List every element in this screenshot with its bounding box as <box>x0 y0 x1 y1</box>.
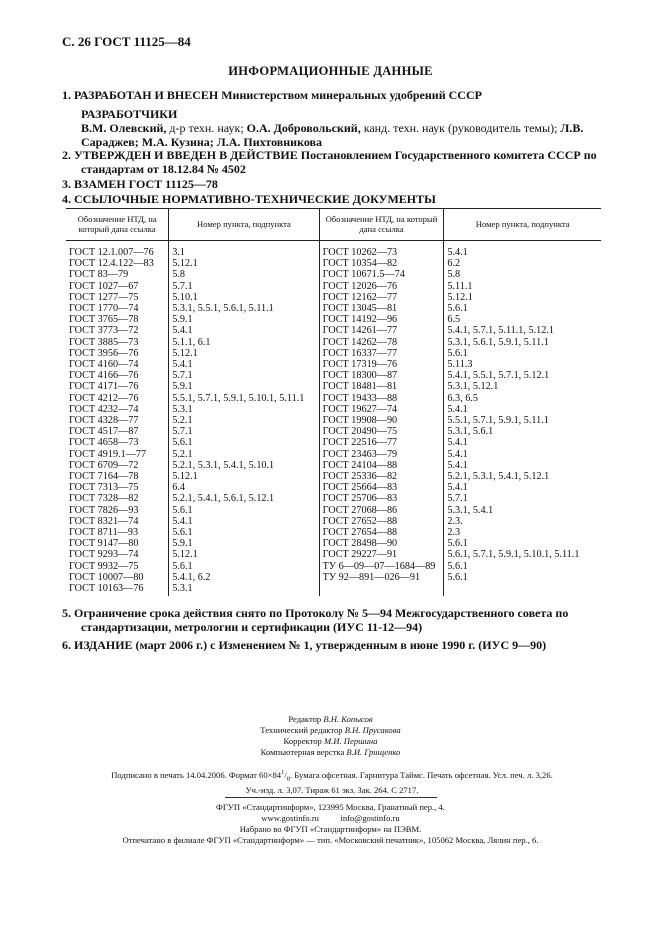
reference-documents-table <box>66 208 601 596</box>
credit-corrector <box>0 736 661 747</box>
section-4 <box>62 192 621 206</box>
ntd-cell-left: ГОСТ 6709—72 <box>69 459 139 471</box>
credit-editor-name: В.Н. Копысов <box>323 714 373 724</box>
table-row <box>66 404 601 415</box>
section-3-number: 3. <box>62 177 71 191</box>
section-2-number: 2. <box>62 148 71 162</box>
credit-corrector-name: М.И. Першина <box>323 736 378 746</box>
ntd-cell-right: ГОСТ 10262—73 <box>319 241 444 259</box>
ntd-cell-left: ГОСТ 4919.1—77 <box>69 448 147 460</box>
section-4-text: ССЫЛОЧНЫЕ НОРМАТИВНО-ТЕХНИЧЕСКИЕ ДОКУМЕНТЫ <box>74 192 436 206</box>
ntd-cell-left: ГОСТ 4171—76 <box>69 381 139 393</box>
clause-cell-right: 5.6.1 <box>444 538 601 549</box>
ntd-cell-right: ГОСТ 10671.5—74 <box>319 269 444 280</box>
clause-cell-right: 5.4.1, 5.7.1, 5.11.1, 5.12.1 <box>444 325 601 336</box>
ntd-cell-right: ГОСТ 16337—77 <box>319 348 444 359</box>
clause-cell-left: 5.1.1, 6.1 <box>169 337 319 348</box>
developer-1-role: д-р техн. наук; <box>166 121 247 135</box>
section-2 <box>62 148 621 176</box>
clause-cell-right: 5.6.1 <box>444 572 601 583</box>
ntd-cell-left: ГОСТ 9293—74 <box>69 549 139 561</box>
table-row <box>66 538 601 549</box>
clause-cell-right: 6.2 <box>444 258 601 269</box>
ntd-cell-right: ГОСТ 19908—90 <box>319 415 444 426</box>
clause-cell-left: 5.9.1 <box>169 538 319 549</box>
ntd-cell-right: ГОСТ 12162—77 <box>319 292 444 303</box>
clause-cell-right: 5.5.1, 5.7.1, 5.9.1, 5.11.1 <box>444 415 601 426</box>
clause-cell-right: 5.8 <box>444 269 601 280</box>
ntd-cell-right: ТУ 92—891—026—91 <box>319 572 444 583</box>
clause-cell-right: 5.4.1 <box>444 437 601 448</box>
table-header-row <box>66 209 601 241</box>
table-row <box>66 258 601 269</box>
clause-cell-left: 5.9.1 <box>169 381 319 392</box>
table-row <box>66 314 601 325</box>
clause-cell-right: 5.6.1 <box>444 348 601 359</box>
ntd-cell-left: ГОСТ 1277—75 <box>69 291 139 303</box>
clause-cell-left: 5.12.1 <box>169 258 319 269</box>
clause-cell-right: 5.2.1, 5.3.1, 5.4.1, 5.12.1 <box>444 471 601 482</box>
table-row <box>66 269 601 280</box>
ntd-cell-left: ГОСТ 12.1.007—76 <box>69 247 154 258</box>
table-body <box>66 241 601 597</box>
table-row <box>66 482 601 493</box>
table-row <box>66 449 601 460</box>
section-3 <box>62 177 621 191</box>
ntd-cell-right: ГОСТ 19627—74 <box>319 404 444 415</box>
ntd-cell-left: ГОСТ 8711—93 <box>69 527 139 539</box>
publisher-line-1: ФГУП «Стандартинформ», 123995 Москва, Гранатный пер., 4. <box>216 802 445 812</box>
ntd-cell-right: ГОСТ 12026—76 <box>319 281 444 292</box>
clause-cell-left: 5.5.1, 5.7.1, 5.9.1, 5.10.1, 5.11.1 <box>169 393 319 404</box>
ntd-cell-left: ГОСТ 9147—80 <box>69 538 139 550</box>
ntd-cell-left: ГОСТ 4160—74 <box>69 359 139 371</box>
publisher-line-3: Набрано во ФГУП «Стандартинформ» на ПЭВМ. <box>239 824 422 834</box>
table-row <box>66 292 601 303</box>
ntd-cell-right: ГОСТ 27068—86 <box>319 505 444 516</box>
clause-cell-left: 6.4 <box>169 482 319 493</box>
ntd-cell-right: ГОСТ 23463—79 <box>319 449 444 460</box>
table-row <box>66 549 601 560</box>
print-imprint <box>62 767 602 796</box>
clause-cell-left: 5.4.1, 6.2 <box>169 572 319 583</box>
table-row <box>66 370 601 381</box>
section-6-text: ИЗДАНИЕ (март 2006 г.) с Изменением № 1, утвержденным в июне 1990 г. (ИУС 9—90) <box>74 638 547 652</box>
clause-cell-left: 5.8 <box>169 269 319 280</box>
clause-cell-left: 5.7.1 <box>169 426 319 437</box>
credit-layout <box>0 747 661 758</box>
ntd-cell-right: ГОСТ 27652—88 <box>319 516 444 527</box>
credit-layout-name: В.И. Грищенко <box>346 747 401 757</box>
ntd-cell-right: ГОСТ 14261—77 <box>319 325 444 336</box>
clause-cell-right: 5.3.1, 5.6.1, 5.9.1, 5.11.1 <box>444 337 601 348</box>
header-clause-right: Номер пункта, подпункта <box>444 209 601 241</box>
ntd-cell-left: ГОСТ 7328—82 <box>69 493 139 505</box>
ntd-cell-right: ГОСТ 10354—82 <box>319 258 444 269</box>
clause-cell-left: 5.3.1, 5.5.1, 5.6.1, 5.11.1 <box>169 303 319 314</box>
ntd-cell-right: ГОСТ 22516—77 <box>319 437 444 448</box>
ntd-cell-left: ГОСТ 3773—72 <box>69 325 139 337</box>
credit-layout-label: Компьютерная верстка <box>260 747 347 757</box>
developers-list <box>62 121 626 149</box>
header-clause-left: Номер пункта, подпункта <box>169 209 319 241</box>
table-row <box>66 303 601 314</box>
publisher-line-2: www.gostinfo.ru info@gostinfo.ru <box>261 813 400 823</box>
clause-cell-right: 5.4.1, 5.5.1, 5.7.1, 5.12.1 <box>444 370 601 381</box>
credit-editor-label: Редактор <box>288 714 324 724</box>
publisher-divider <box>225 797 437 798</box>
section-2-text: УТВЕРЖДЕН И ВВЕДЕН В ДЕЙСТВИЕ Постановлением Государственного комитета СССР по стандартам от 18.12.84 № 4502 <box>74 148 597 176</box>
ntd-cell-right: ГОСТ 25336—82 <box>319 471 444 482</box>
table-row <box>66 437 601 448</box>
section-6-number: 6. <box>62 638 71 652</box>
credit-tech-editor <box>0 725 661 736</box>
section-1-number: 1. <box>62 88 71 102</box>
clause-cell-right: 5.6.1, 5.7.1, 5.9.1, 5.10.1, 5.11.1 <box>444 549 601 560</box>
clause-cell-right: 5.11.3 <box>444 359 601 370</box>
ntd-cell-right: ГОСТ 18300—87 <box>319 370 444 381</box>
clause-cell-right: 5.4.1 <box>444 449 601 460</box>
clause-cell-right: 5.6.1 <box>444 303 601 314</box>
table-row <box>66 415 601 426</box>
ntd-cell-right: ГОСТ 25664—83 <box>319 482 444 493</box>
table-row <box>66 281 601 292</box>
ntd-cell-left: ГОСТ 3765—78 <box>69 314 139 326</box>
clause-cell-right: 5.11.1 <box>444 281 601 292</box>
ntd-cell-left: ГОСТ 3885—73 <box>69 336 139 348</box>
clause-cell-right: 6.3, 6.5 <box>444 393 601 404</box>
ntd-cell-left: ГОСТ 4658—73 <box>69 437 139 449</box>
clause-cell-left: 5.12.1 <box>169 471 319 482</box>
section-5-number: 5. <box>62 606 71 620</box>
imprint-line-1-b: . Бумага офсетная. Гарнитура Таймс. Печать офсетная. Усл. печ. л. 3,26. <box>290 769 553 780</box>
clause-cell-right: 5.12.1 <box>444 292 601 303</box>
ntd-cell-right: ГОСТ 25706—83 <box>319 493 444 504</box>
ntd-cell-left: ГОСТ 4328—77 <box>69 415 139 427</box>
clause-cell-right: 2.3. <box>444 516 601 527</box>
imprint-format-sub: 8 <box>286 775 290 783</box>
imprint-line-1-a: Подписано в печать 14.04.2006. Формат 60×84 <box>111 769 282 780</box>
ntd-cell-right: ГОСТ 29227—91 <box>319 549 444 560</box>
ntd-cell-right: ГОСТ 18481—81 <box>319 381 444 392</box>
clause-cell-left: 5.10.1 <box>169 292 319 303</box>
clause-cell-right: 5.4.1 <box>444 460 601 471</box>
imprint-format-sup: 1 <box>281 769 285 776</box>
table-row <box>66 325 601 336</box>
ntd-cell-left: ГОСТ 7313—75 <box>69 482 139 494</box>
section-5-text: Ограничение срока действия снято по Протоколу № 5—94 Межгосударственного совета по стандартизации, метрологии и сертификации (ИУС 11-12—94) <box>74 606 569 634</box>
section-4-number: 4. <box>62 192 71 206</box>
clause-cell-left: 5.6.1 <box>169 561 319 572</box>
ntd-cell-left: ГОСТ 4212—76 <box>69 392 139 404</box>
section-3-text: ВЗАМЕН ГОСТ 11125—78 <box>74 177 218 191</box>
ntd-cell-left: ГОСТ 9932—75 <box>69 560 139 572</box>
developer-2-role: канд. техн. наук (руководитель темы); <box>360 121 561 135</box>
table-row <box>66 426 601 437</box>
imprint-line-2: Уч.-изд. л. 3,07. Тираж 61 экз. Зак. 264. С 2717. <box>245 784 419 795</box>
ntd-cell-left: ГОСТ 4166—76 <box>69 370 139 382</box>
developer-2-name: О.А. Добровольский, <box>246 121 361 135</box>
clause-cell-right: 5.4.1 <box>444 241 601 259</box>
table-row <box>66 572 601 583</box>
clause-cell-right: 5.3.1, 5.6.1 <box>444 426 601 437</box>
table-row <box>66 241 601 259</box>
credit-tech-label: Технический редактор <box>260 725 345 735</box>
ntd-cell-left: ГОСТ 8321—74 <box>69 515 139 527</box>
table-row <box>66 516 601 527</box>
developers-heading: РАЗРАБОТЧИКИ <box>81 107 178 121</box>
ntd-cell-right: ГОСТ 14262—78 <box>319 337 444 348</box>
ntd-cell-right: ГОСТ 28498—90 <box>319 538 444 549</box>
ntd-cell-left: ГОСТ 3956—76 <box>69 347 139 359</box>
credit-tech-name: В.Н. Прусакова <box>344 725 401 735</box>
ntd-cell-left: ГОСТ 1027—67 <box>69 280 139 292</box>
table-row <box>66 460 601 471</box>
table-row <box>66 527 601 538</box>
developer-3-names: Л.В. Сараджев; М.А. Кузина; Л.А. Пихтовникова <box>81 121 584 149</box>
clause-cell-left: 3.1 <box>169 241 319 259</box>
section-6 <box>62 638 626 652</box>
clause-cell-left: 5.2.1 <box>169 449 319 460</box>
clause-cell-right: 2.3 <box>444 527 601 538</box>
developer-1-name: В.М. Олевский, <box>81 121 167 135</box>
table-row <box>66 348 601 359</box>
editorial-credits <box>0 714 661 758</box>
clause-cell-left: 5.3.1 <box>169 404 319 415</box>
table-row <box>66 493 601 504</box>
ntd-cell-right: ГОСТ 19433—88 <box>319 393 444 404</box>
clause-cell-right: 6.5 <box>444 314 601 325</box>
section-1-text: РАЗРАБОТАН И ВНЕСЕН Министерством минеральных удобрений СССР <box>74 88 482 102</box>
clause-cell-left: 5.4.1 <box>169 325 319 336</box>
ntd-cell-right: ГОСТ 13045—81 <box>319 303 444 314</box>
clause-cell-left: 5.6.1 <box>169 527 319 538</box>
clause-cell-left: 5.6.1 <box>169 505 319 516</box>
ntd-cell-left: ГОСТ 7826—93 <box>69 504 139 516</box>
table-row <box>66 561 601 572</box>
page-title: ИНФОРМАЦИОННЫЕ ДАННЫЕ <box>228 64 433 78</box>
clause-cell-left: 5.4.1 <box>169 359 319 370</box>
credit-corrector-label: Корректор <box>283 736 324 746</box>
clause-cell-left: 5.2.1 <box>169 415 319 426</box>
page-header: С. 26 ГОСТ 11125—84 <box>62 34 191 49</box>
ntd-cell-right: ТУ 6—09—07—1684—89 <box>319 561 444 572</box>
clause-cell-left: 5.7.1 <box>169 281 319 292</box>
publisher-info <box>40 802 621 846</box>
clause-cell-left: 5.4.1 <box>169 516 319 527</box>
header-ntd-right: Обозначение НТД, на который дана ссылка <box>319 209 444 241</box>
clause-cell-left: 5.12.1 <box>169 549 319 560</box>
table-row <box>66 583 601 596</box>
ntd-cell-right: ГОСТ 17319—76 <box>319 359 444 370</box>
ntd-cell-left: ГОСТ 83—79 <box>69 269 129 281</box>
ntd-cell-right: ГОСТ 27654—88 <box>319 527 444 538</box>
table-row <box>66 393 601 404</box>
clause-cell-left: 5.3.1 <box>169 583 319 596</box>
clause-cell-left: 5.9.1 <box>169 314 319 325</box>
ntd-cell-right: ГОСТ 24104—88 <box>319 460 444 471</box>
clause-cell-left: 5.2.1, 5.3.1, 5.4.1, 5.10.1 <box>169 460 319 471</box>
credit-editor <box>0 714 661 725</box>
ntd-cell-left: ГОСТ 10007—80 <box>69 571 144 583</box>
ntd-cell-right <box>319 583 444 596</box>
table-row <box>66 471 601 482</box>
clause-cell-right: 5.4.1 <box>444 482 601 493</box>
clause-cell-right: 5.3.1, 5.4.1 <box>444 505 601 516</box>
table-row <box>66 359 601 370</box>
clause-cell-right <box>444 583 601 596</box>
clause-cell-left: 5.2.1, 5.4.1, 5.6.1, 5.12.1 <box>169 493 319 504</box>
clause-cell-left: 5.12.1 <box>169 348 319 359</box>
ntd-cell-left: ГОСТ 4517—87 <box>69 426 139 438</box>
section-1 <box>62 88 621 102</box>
ntd-cell-right: ГОСТ 20490—75 <box>319 426 444 437</box>
table-row <box>66 381 601 392</box>
clause-cell-right: 5.7.1 <box>444 493 601 504</box>
ntd-cell-left: ГОСТ 1770—74 <box>69 303 139 315</box>
ntd-cell-left: ГОСТ 7164—78 <box>69 471 139 483</box>
clause-cell-left: 5.6.1 <box>169 437 319 448</box>
table-row <box>66 505 601 516</box>
publisher-line-4: Отпечатано в филиале ФГУП «Стандартинформ» — тип. «Московский печатник», 105062 Москва, Лялин пер., 6. <box>122 835 539 845</box>
ntd-cell-right: ГОСТ 14192—96 <box>319 314 444 325</box>
ntd-cell-left: ГОСТ 10163—76 <box>69 583 144 595</box>
table-row <box>66 337 601 348</box>
imprint-line-1: Подписано в печать 14.04.2006. Формат $60\times 84^1/_8$. Бумага офсетная. Гарнитура Таймс. Печать офсетная. Усл. печ. л. 3,26. <box>111 769 553 783</box>
clause-cell-left: 5.7.1 <box>169 370 319 381</box>
ntd-cell-left: ГОСТ 4232—74 <box>69 403 139 415</box>
clause-cell-right: 5.6.1 <box>444 561 601 572</box>
section-5 <box>62 606 626 634</box>
ntd-cell-left: ГОСТ 12.4.122—83 <box>69 258 154 270</box>
header-ntd-left: Обозначение НТД, на который дана ссылка <box>66 209 169 241</box>
clause-cell-right: 5.3.1, 5.12.1 <box>444 381 601 392</box>
clause-cell-right: 5.4.1 <box>444 404 601 415</box>
